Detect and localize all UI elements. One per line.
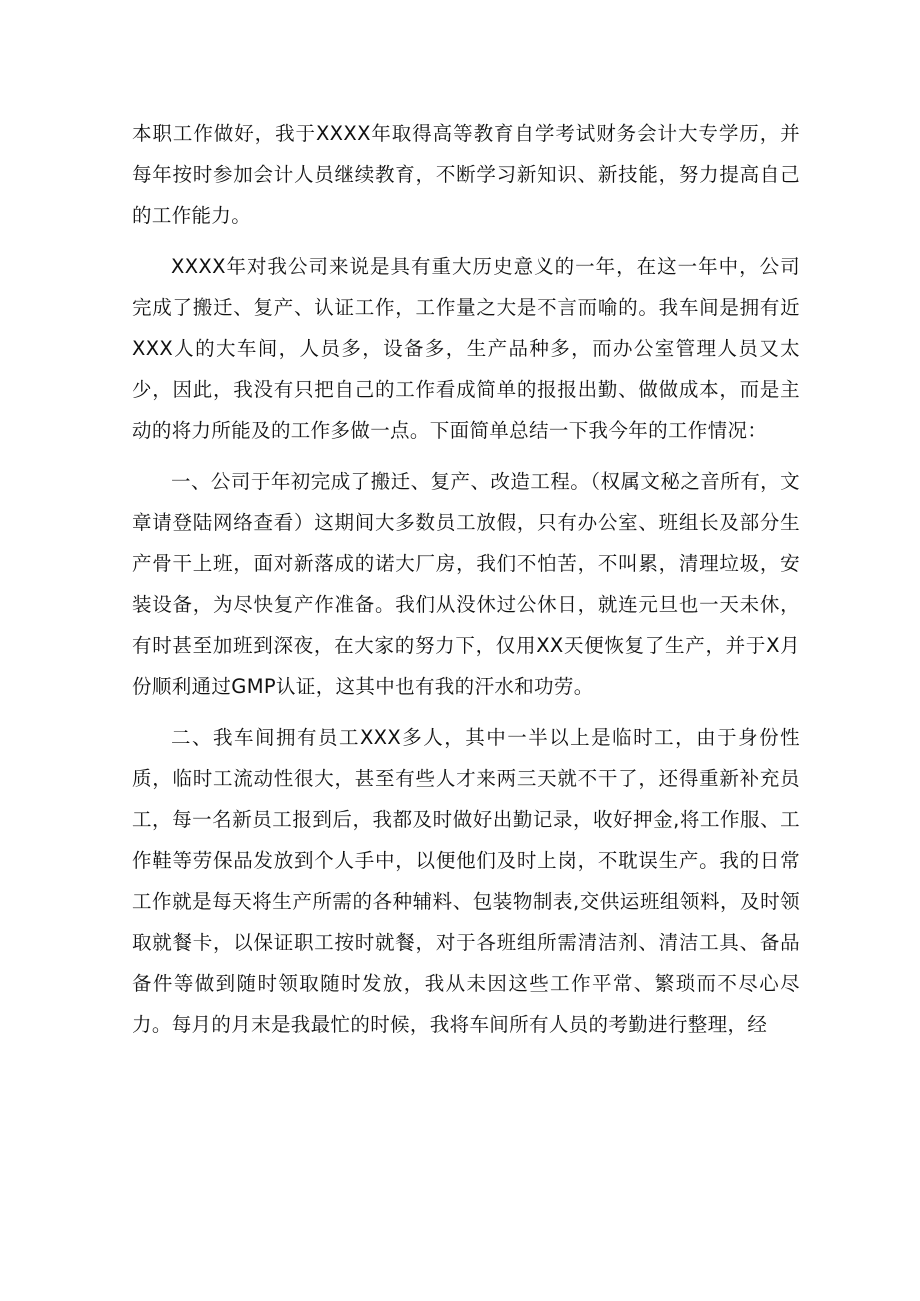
paragraph-1: 本职工作做好，我于XXXX年取得高等教育自学考试财务会计大专学历，并每年按时参加会计人员继续教育，不断学习新知识、新技能，努力提高自己的工作能力。 xyxy=(132,122,800,227)
paragraph-3: 一、公司于年初完成了搬迁、复产、改造工程。（权属文秘之音所有，文章请登陆网络查看）这期间大多数员工放假，只有办公室、班组长及部分生产骨干上班，面对新落成的诺大厂房，我们不怕苦，不叫累，清理垃圾，安装设备，为尽快复产作准备。我们从没休过公休日，就连元旦也一天未休，有时甚至加班到深夜，在大家的努力下，仅用XX天便恢复了生产，并于X月份顺利通过GMP认证，这其中也有我的汗水和功劳。 xyxy=(132,470,800,698)
paragraph-2: XXXX年对我公司来说是具有重大历史意义的一年，在这一年中，公司完成了搬迁、复产、认证工作，工作量之大是不言而喻的。我车间是拥有近XXX人的大车间，人员多，设备多，生产品种多，而办公室管理人员又太少，因此，我没有只把自己的工作看成简单的报报出勤、做做成本，而是主动的将力所能及的工作多做一点。下面简单总结一下我今年的工作情况： xyxy=(132,255,800,442)
paragraph-4: 二、我车间拥有员工XXX多人，其中一半以上是临时工，由于身份性质，临时工流动性很大，甚至有些人才来两三天就不干了，还得重新补充员工，每一名新员工报到后，我都及时做好出勤记录，收好押金,将工作服、工作鞋等劳保品发放到个人手中，以便他们及时上岗，不耽误生产。我的日常工作就是每天将生产所需的各种辅料、包装物制表,交供运班组领料，及时领取就餐卡，以保证职工按时就餐，对于各班组所需清洁剂、清洁工具、备品备件等做到随时领取随时发放，我从未因这些工作平常、繁琐而不尽心尽力。每月的月末是我最忙的时候，我将车间所有人员的考勤进行整理，经 xyxy=(132,726,800,1036)
document-body xyxy=(132,113,800,1055)
